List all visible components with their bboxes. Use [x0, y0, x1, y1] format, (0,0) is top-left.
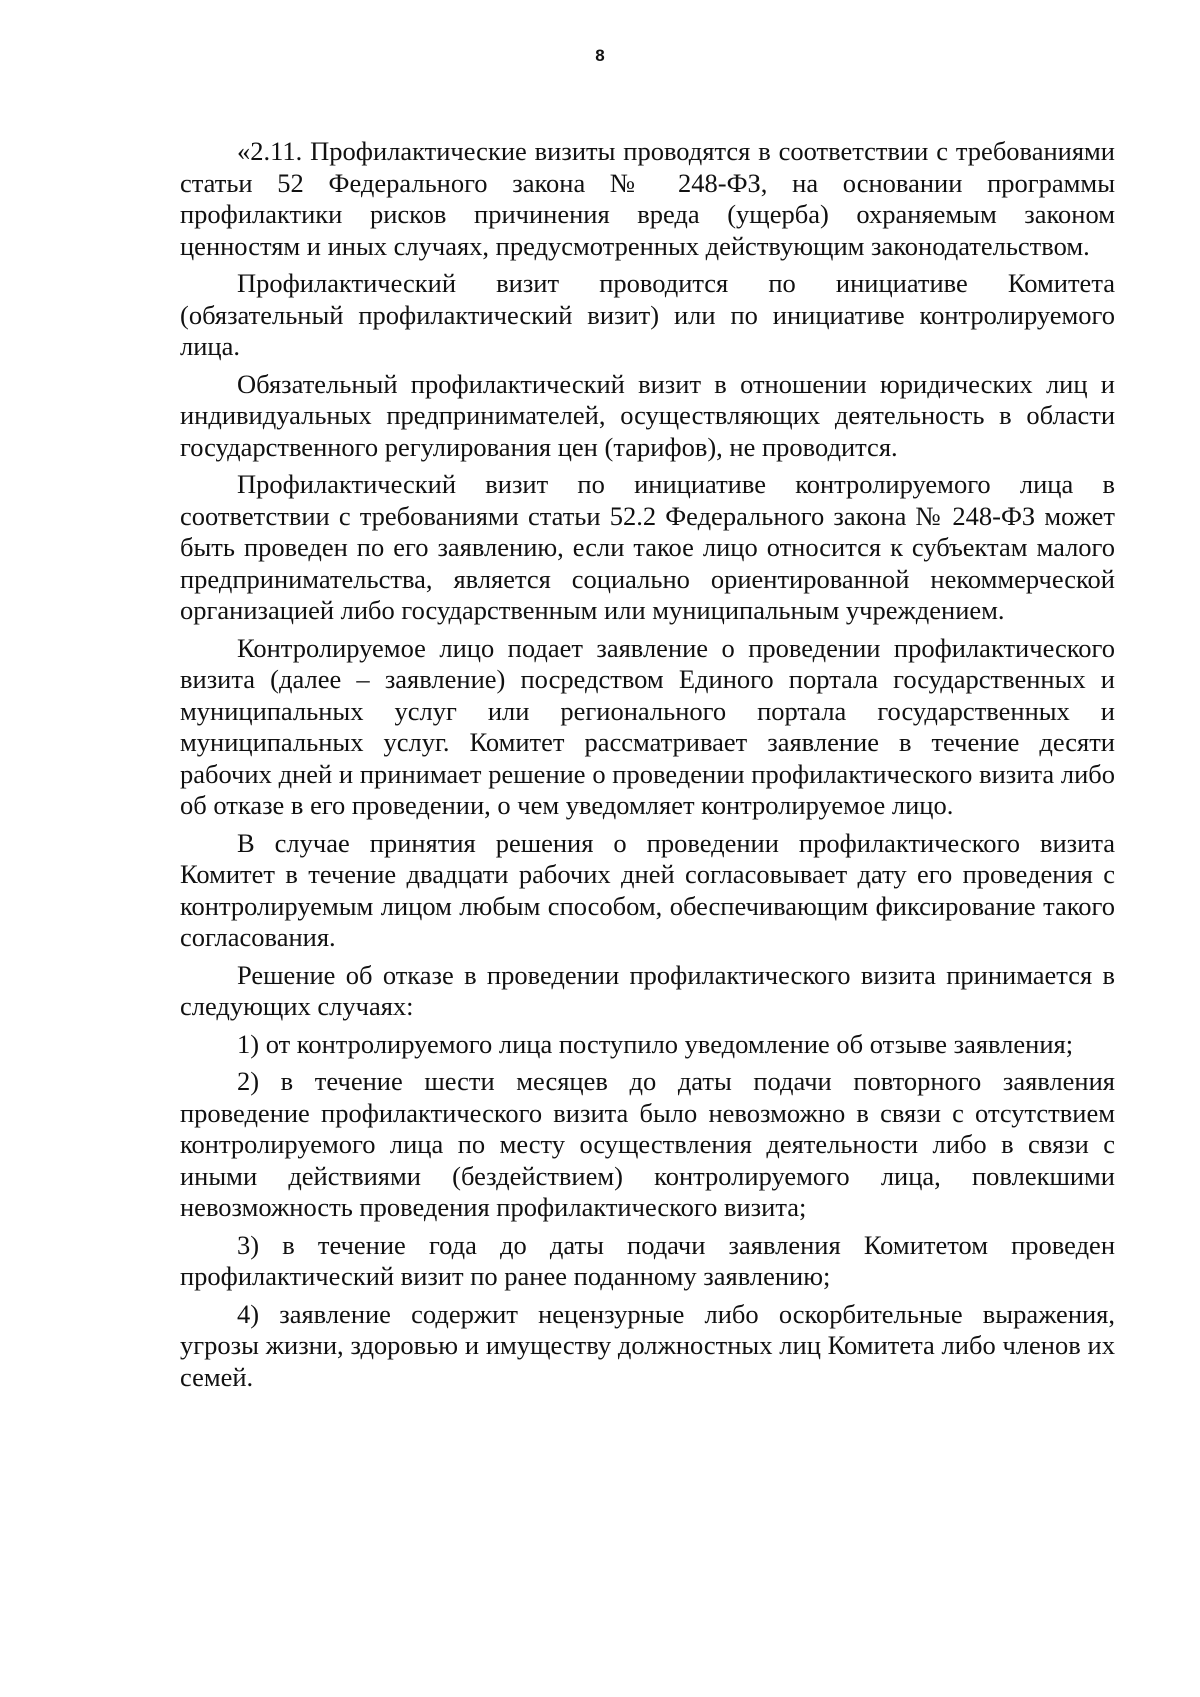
page-number: 8	[595, 46, 605, 65]
list-item-refusal-2: 2) в течение шести месяцев до даты подачи повторного заявления проведение профилактического визита было невозможно в связи с отсутствием контролируемого лица по месту осуществления деятельности либо в связи с иными действиями (бездействием) контролируемого лица, повлекшими невозможность проведения профилактического визита;	[180, 1066, 1115, 1222]
document-body	[180, 136, 1115, 1399]
list-item-refusal-3: 3) в течение года до даты подачи заявления Комитетом проведен профилактический визит по ранее поданному заявлению;	[180, 1229, 1115, 1291]
paragraph-date-agreement: В случае принятия решения о проведении профилактического визита Комитет в течение двадцати рабочих дней согласовывает дату его проведения с контролируемым лицом любым способом, обеспечивающим фиксирование такого согласования.	[180, 827, 1115, 952]
paragraph-refusal-cases: Решение об отказе в проведении профилактического визита принимается в следующих случаях:	[180, 959, 1115, 1021]
paragraph-visit-initiative: Профилактический визит проводится по инициативе Комитета (обязательный профилактический визит) или по инициативе контролируемого лица.	[180, 268, 1115, 361]
paragraph-controlled-person-initiative: Профилактический визит по инициативе контролируемого лица в соответствии с требованиями статьи 52.2 Федерального закона № 248-ФЗ может быть проведен по его заявлению, если такое лицо относится к субъектам малого предпринимательства, является социально ориентированной некоммерческой организацией либо государственным или муниципальным учреждением.	[180, 469, 1115, 625]
list-item-refusal-1: 1) от контролируемого лица поступило уведомление об отзыве заявления;	[237, 1028, 1074, 1059]
paragraph-2-11: «2.11. Профилактические визиты проводятся в соответствии с требованиями статьи 52 Федерального закона № 248-ФЗ, на основании программы профилактики рисков причинения вреда (ущерба) охраняемым законом ценностям и иных случаях, предусмотренных действующим законодательством.	[180, 136, 1115, 261]
paragraph-mandatory-visit: Обязательный профилактический визит в отношении юридических лиц и индивидуальных предпринимателей, осуществляющих деятельность в области государственного регулирования цен (тарифов), не проводится.	[180, 368, 1115, 462]
paragraph-application-submission: Контролируемое лицо подает заявление о проведении профилактического визита (далее – заявление) посредством Единого портала государственных и муниципальных услуг или регионального портала государственных и муниципальных услуг. Комитет рассматривает заявление в течение десяти рабочих дней и принимает решение о проведении профилактического визита либо об отказе в его проведении, о чем уведомляет контролируемое лицо.	[180, 632, 1115, 820]
list-item-refusal-4: 4) заявление содержит нецензурные либо оскорбительные выражения, угрозы жизни, здоровью и имуществу должностных лиц Комитета либо членов их семей.	[180, 1298, 1115, 1392]
